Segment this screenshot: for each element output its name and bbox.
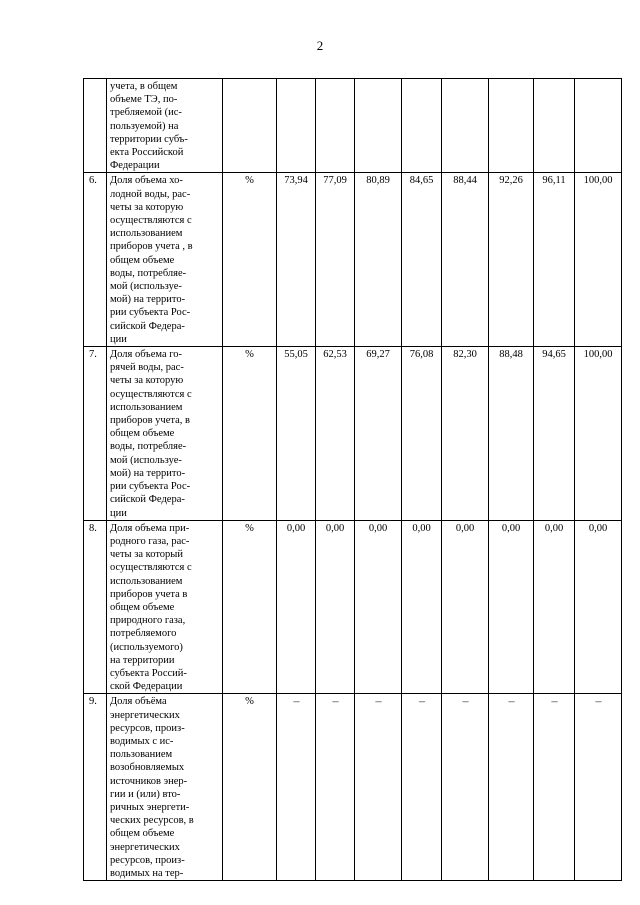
value-cell: [489, 79, 534, 173]
value-cell: 82,30: [442, 347, 489, 521]
value-cell: 100,00: [575, 173, 622, 347]
table-row: [84, 520, 622, 694]
value-cell: ---: [534, 694, 575, 881]
unit-cell: %: [223, 694, 277, 881]
table-row: [84, 694, 622, 881]
table-row: [84, 79, 622, 173]
value-cell: [277, 79, 316, 173]
unit-cell: %: [223, 520, 277, 694]
value-cell: 84,65: [402, 173, 442, 347]
indicator-name: Доля объема при- родного газа, рас- четы за который осуществляются с использованием приборов учета в общем объеме природного газа, потребляемого (используемого) на территории субъекта Россий- ской Федерации: [107, 520, 223, 694]
unit-cell: %: [223, 173, 277, 347]
row-number: 6.: [84, 173, 107, 347]
value-cell: [534, 79, 575, 173]
value-cell: 55,05: [277, 347, 316, 521]
row-number: 7.: [84, 347, 107, 521]
value-cell: 100,00: [575, 347, 622, 521]
value-cell: 80,89: [355, 173, 402, 347]
unit-cell: %: [223, 347, 277, 521]
value-cell: ---: [355, 694, 402, 881]
row-number: [84, 79, 107, 173]
indicator-name: Доля объема хо- лодной воды, рас- четы за которую осуществляются с использованием приборов учета , в общем объеме воды, потребляе- мой (используе- мой) на террито- рии субъекта Рос- сийской Федера- ции: [107, 173, 223, 347]
value-cell: [575, 79, 622, 173]
value-cell: 0,00: [575, 520, 622, 694]
value-cell: ---: [316, 694, 355, 881]
value-cell: 88,48: [489, 347, 534, 521]
indicator-name: Доля объёма энергетических ресурсов, произ- водимых с ис- пользованием возобновляемых источников энер- гии и (или) вто- ричных энергети- ческих ресурсов, в общем объеме энергетических ресурсов, произ- водимых на тер-: [107, 694, 223, 881]
table-row: [84, 347, 622, 521]
value-cell: ---: [277, 694, 316, 881]
value-cell: 0,00: [442, 520, 489, 694]
value-cell: ---: [575, 694, 622, 881]
value-cell: 0,00: [316, 520, 355, 694]
unit-cell: [223, 79, 277, 173]
indicator-name: Доля объема го- рячей воды, рас- четы за которую осуществляются с использованием приборов учета, в общем объеме воды, потребляе- мой (используе- мой) на террито- рии субъекта Рос- сийской Федера- ции: [107, 347, 223, 521]
table-row: [84, 173, 622, 347]
value-cell: 94,65: [534, 347, 575, 521]
value-cell: ---: [402, 694, 442, 881]
value-cell: [316, 79, 355, 173]
value-cell: [402, 79, 442, 173]
value-cell: 62,53: [316, 347, 355, 521]
value-cell: 96,11: [534, 173, 575, 347]
value-cell: [355, 79, 402, 173]
value-cell: 0,00: [489, 520, 534, 694]
value-cell: 69,27: [355, 347, 402, 521]
value-cell: 0,00: [277, 520, 316, 694]
value-cell: [442, 79, 489, 173]
value-cell: ---: [442, 694, 489, 881]
value-cell: 73,94: [277, 173, 316, 347]
value-cell: 76,08: [402, 347, 442, 521]
row-number: 9.: [84, 694, 107, 881]
value-cell: 0,00: [355, 520, 402, 694]
value-cell: 0,00: [534, 520, 575, 694]
row-number: 8.: [84, 520, 107, 694]
value-cell: 77,09: [316, 173, 355, 347]
indicators-table: [83, 78, 622, 881]
value-cell: 88,44: [442, 173, 489, 347]
value-cell: ---: [489, 694, 534, 881]
indicator-name: учета, в общем объеме ТЭ, по- требляемой (ис- пользуемой) на территории субъ- екта Российской Федерации: [107, 79, 223, 173]
value-cell: 92,26: [489, 173, 534, 347]
value-cell: 0,00: [402, 520, 442, 694]
page-number: 2: [316, 38, 324, 53]
